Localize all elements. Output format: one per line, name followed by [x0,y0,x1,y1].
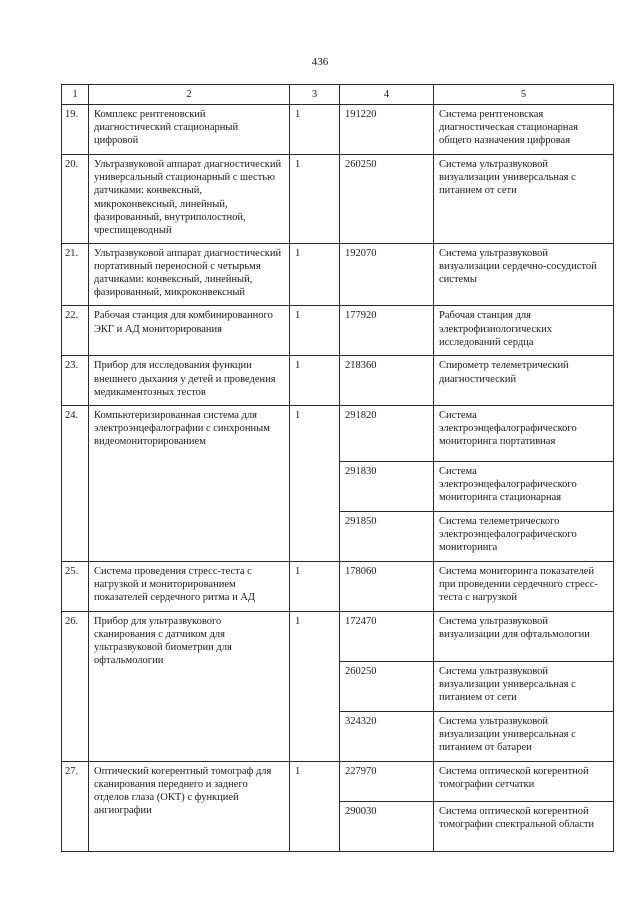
code-cell: 324320 [340,711,434,761]
code-cell: 218360 [340,356,434,405]
classification-cell: Система оптической когерентной томографии спектральной области [434,801,614,851]
equipment-name-cell: Ультразвуковой аппарат диагностический портативный переносной с четырьмя датчиками: конвексный, линейный, фазированный, микроконвексный [89,243,290,306]
code-cell: 172470 [340,611,434,661]
table-row [62,561,614,611]
table-row [62,243,614,306]
table-row [62,356,614,405]
classification-cell: Система ультразвуковой визуализации универсальная с питанием от сети [434,661,614,711]
equipment-name-cell: Рабочая станция для комбинированного ЭКГ и АД мониторирования [89,306,290,356]
header-col-2: 2 [89,85,290,105]
code-cell: 178060 [340,561,434,611]
header-col-4: 4 [340,85,434,105]
table-row [62,155,614,244]
header-col-1: 1 [62,85,89,105]
table-row [62,306,614,356]
code-cell: 227970 [340,761,434,801]
equipment-name-cell: Прибор для исследования функции внешнего дыхания у детей и проведения медикаментозных тестов [89,356,290,405]
equipment-name-cell: Прибор для ультразвукового сканирования с датчиком для ультразвуковой биометрии для офтальмологии [89,611,290,761]
row-number-cell: 27. [62,761,89,851]
quantity-cell: 1 [290,306,340,356]
code-cell: 291830 [340,461,434,511]
quantity-cell: 1 [290,611,340,761]
quantity-cell: 1 [290,405,340,561]
equipment-name-cell: Оптический когерентный томограф для сканирования переднего и заднего отделов глаза (ОКТ) с функцией ангиографии [89,761,290,851]
equipment-name-cell: Комплекс рентгеновский диагностический стационарный цифровой [89,105,290,155]
classification-cell: Система телеметрического электроэнцефалографического мониторинга [434,511,614,561]
table-row [62,105,614,155]
classification-cell: Система мониторинга показателей при проведении сердечного стресс-теста с нагрузкой [434,561,614,611]
classification-cell: Система электроэнцефалографического мониторинга стационарная [434,461,614,511]
quantity-cell: 1 [290,243,340,306]
classification-cell: Система ультразвуковой визуализации универсальная с питанием от батареи [434,711,614,761]
quantity-cell: 1 [290,761,340,851]
code-cell: 260250 [340,661,434,711]
table-body [62,105,614,852]
quantity-cell: 1 [290,155,340,244]
header-col-3: 3 [290,85,340,105]
row-number-cell: 21. [62,243,89,306]
quantity-cell: 1 [290,356,340,405]
row-number-cell: 22. [62,306,89,356]
code-cell: 291850 [340,511,434,561]
code-cell: 291820 [340,405,434,461]
classification-cell: Система ультразвуковой визуализации универсальная с питанием от сети [434,155,614,244]
header-row [62,85,614,105]
equipment-name-cell: Система проведения стресс-теста с нагрузкой и мониторированием показателей сердечного ритма и АД [89,561,290,611]
page-number: 436 [311,56,329,68]
row-number-cell: 24. [62,405,89,561]
classification-cell: Система ультразвуковой визуализации для офтальмологии [434,611,614,661]
equipment-table [61,84,614,852]
code-cell: 177920 [340,306,434,356]
header-col-5: 5 [434,85,614,105]
table-row [62,405,614,461]
row-number-cell: 20. [62,155,89,244]
table-row [62,611,614,661]
classification-cell: Рабочая станция для электрофизиологических исследований сердца [434,306,614,356]
equipment-name-cell: Ультразвуковой аппарат диагностический универсальный стационарный с шестью датчиками: конвексный, микроконвексный, линейный, фазированный, внутриполостной, чреспищеводный [89,155,290,244]
classification-cell: Система ультразвуковой визуализации сердечно-сосудистой системы [434,243,614,306]
classification-cell: Система рентгеновская диагностическая стационарная общего назначения цифровая [434,105,614,155]
row-number-cell: 25. [62,561,89,611]
classification-cell: Спирометр телеметрический диагностический [434,356,614,405]
table-row [62,761,614,801]
quantity-cell: 1 [290,561,340,611]
row-number-cell: 23. [62,356,89,405]
code-cell: 191220 [340,105,434,155]
code-cell: 290030 [340,801,434,851]
equipment-name-cell: Компьютеризированная система для электроэнцефалографии с синхронным видеомониторированием [89,405,290,561]
classification-cell: Система оптической когерентной томографии сетчатки [434,761,614,801]
code-cell: 192070 [340,243,434,306]
code-cell: 260250 [340,155,434,244]
quantity-cell: 1 [290,105,340,155]
classification-cell: Система электроэнцефалографического мониторинга портативная [434,405,614,461]
row-number-cell: 19. [62,105,89,155]
row-number-cell: 26. [62,611,89,761]
